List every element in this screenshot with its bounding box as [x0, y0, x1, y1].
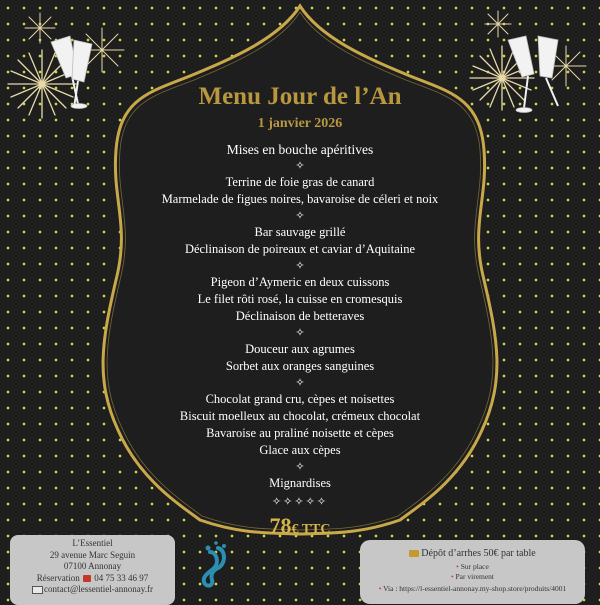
restaurant-city: 07100 Annonay [63, 561, 122, 571]
course-line: Glace aux cèpes [259, 443, 341, 457]
restaurant-street: 29 avenue Marc Seguin [49, 549, 136, 560]
email-line [10, 584, 175, 596]
course-line: Marmelade de figues noires, bavaroise de céleri et noix [161, 192, 439, 206]
deposit-link[interactable]: Via : https://l-essentiel-annonay.my-shop.store/produits/4001 [383, 584, 567, 593]
separator-icon: ✧ [295, 461, 305, 473]
logo-icon [196, 540, 236, 590]
course-line: Chocolat grand cru, cèpes et noisettes [205, 392, 395, 406]
course-main [130, 274, 470, 325]
champagne-glasses-icon [508, 36, 558, 113]
course-line: Déclinaison de poireaux et caviar d’Aquitaine [184, 242, 416, 256]
reservation-label: Réservation [36, 572, 80, 583]
menu-date: 1 janvier 2026 [257, 116, 343, 131]
bullet-icon: • [450, 572, 454, 581]
deposit-option-label: Par virement [455, 572, 495, 581]
deposit-option-onsite [360, 562, 585, 572]
deposit-link-line [360, 584, 585, 594]
deposit-option-transfer [360, 572, 585, 582]
telephone-icon [83, 575, 91, 582]
course-dessert [130, 391, 470, 459]
course-line: Déclinaison de betteraves [235, 309, 365, 323]
course-fish [130, 224, 470, 258]
fireworks-right-icon [462, 6, 592, 126]
course-line: Douceur aux agrumes [245, 342, 355, 356]
restaurant-info [10, 535, 175, 605]
course-line: Bar sauvage grillé [254, 225, 346, 239]
fireworks-left-icon [4, 6, 129, 126]
price-value: 78 [269, 513, 292, 538]
course-line: Le filet rôti rosé, la cuisse en cromesquis [197, 292, 403, 306]
course-line: Bavaroise au praliné noisette et cèpes [206, 426, 394, 440]
card-icon [409, 550, 419, 557]
bullet-icon: • [456, 562, 459, 571]
menu-title: Menu Jour de l’An [198, 83, 402, 110]
deposit-option-label: Sur place [460, 562, 489, 571]
separator-icon: ✧ [295, 327, 305, 339]
reservation-line [10, 573, 175, 585]
course-line: Biscuit moelleux au chocolat, crémeux chocolat [179, 409, 421, 423]
course-starter [130, 174, 470, 208]
separator-icon: ✧ [295, 160, 305, 172]
price-unit: € TTC [291, 522, 331, 537]
separator-icon: ✧ [295, 210, 305, 222]
course-line: Pigeon d’Aymeric en deux cuissons [210, 275, 390, 289]
deposit-title: Dépôt d’arrhes 50€ par table [421, 548, 536, 559]
champagne-glasses-icon [51, 36, 92, 109]
course-line: Sorbet aux oranges sanguines [225, 359, 375, 373]
amuse-bouche: Mises en bouche apéritives [226, 142, 374, 157]
email-address[interactable]: contact@lessentiel-annonay.fr [44, 584, 153, 594]
separator-icon: ✧ [295, 377, 305, 389]
separator-icon: ✧ [295, 260, 305, 272]
course-line: Terrine de foie gras de canard [225, 175, 375, 189]
deposit-title-line [360, 547, 585, 560]
deposit-info [360, 540, 585, 604]
envelope-icon [32, 586, 43, 594]
separator-row-icon: ✧✧✧✧✧ [271, 496, 329, 508]
mignardises: Mignardises [269, 476, 331, 490]
course-pre-dessert [130, 341, 470, 375]
phone-number[interactable]: 04 75 33 46 97 [94, 572, 149, 583]
menu-content [130, 82, 470, 544]
bullet-icon: • [378, 584, 382, 593]
restaurant-name: L’Essentiel [72, 538, 113, 548]
